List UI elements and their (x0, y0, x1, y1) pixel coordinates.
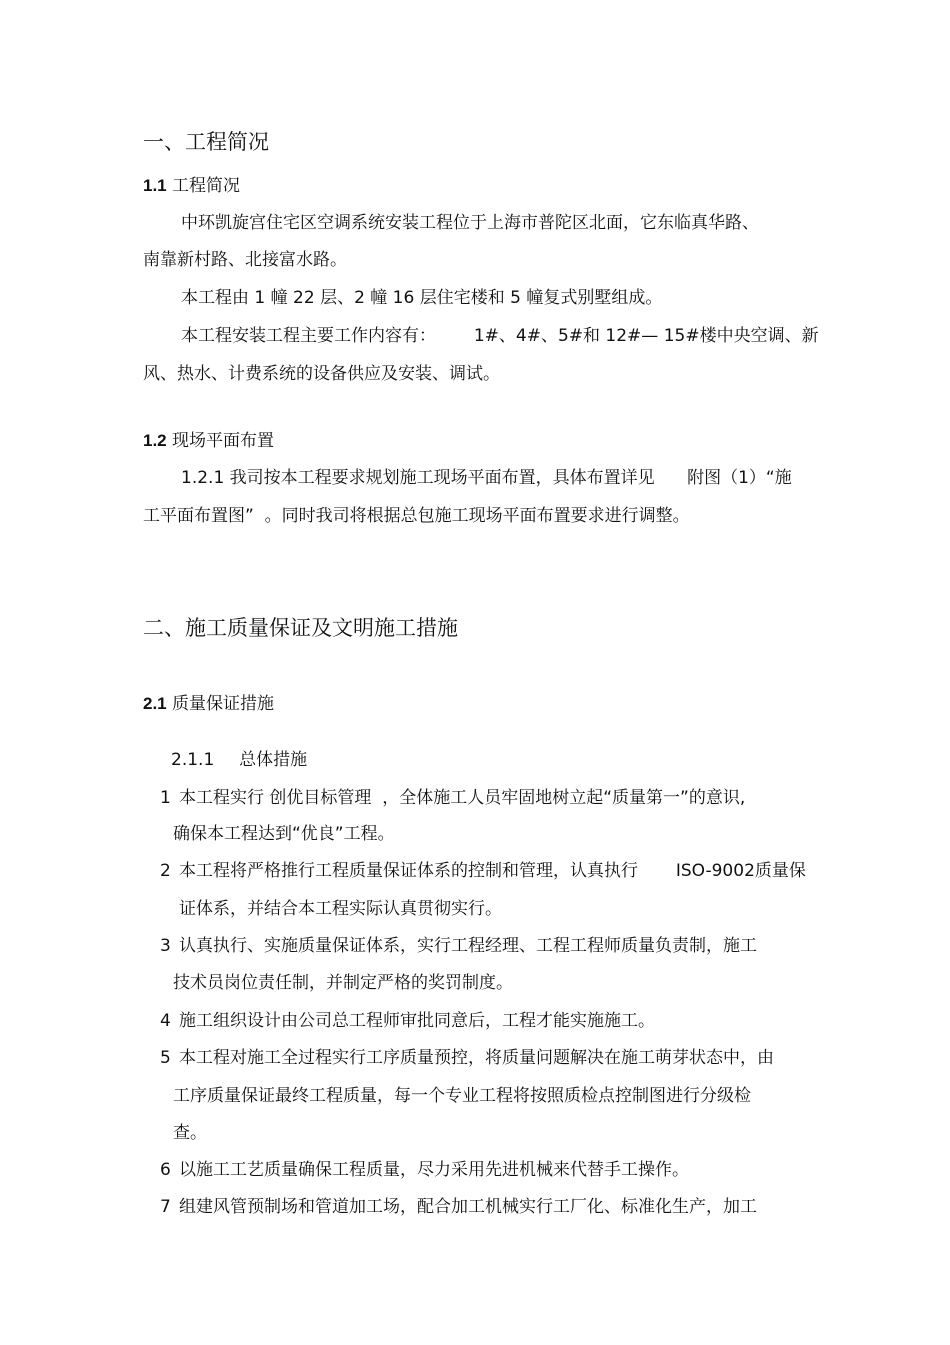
item-line: 本工程将严格推行工程质量保证体系的控制和管理，认真执行 ISO-9002质量保 (179, 861, 806, 881)
section-1-heading: 一、工程简况 (143, 130, 269, 154)
item-line: 本工程对施工全过程实行工序质量预控，将质量问题解决在施工萌芽状态中，由 (179, 1048, 774, 1068)
paragraph-line: 1.2.1 我司按本工程要求规划施工现场平面布置，具体布置详见 附图（1）“施 (181, 468, 792, 488)
item-line: 施工组织设计由公司总工程师审批同意后，工程才能实施施工。 (179, 1011, 655, 1031)
section-2-heading: 二、施工质量保证及文明施工措施 (143, 616, 458, 640)
subsection-number: 1.2 (143, 431, 167, 450)
subsection-title: 现场平面布置 (172, 431, 275, 451)
paragraph-line: 本工程安装工程主要工作内容有： 1#、4#、5#和 12#— 15#楼中央空调、新 (181, 326, 819, 346)
subsection-1-2-heading (143, 430, 274, 452)
item-number: 7 (160, 1197, 171, 1217)
subsection-title: 质量保证措施 (172, 694, 275, 714)
item-line: 工序质量保证最终工程质量，每一个专业工程将按照质检点控制图进行分级检 (173, 1086, 751, 1106)
item-line: 组建风管预制场和管道加工场，配合加工机械实行工厂化、标准化生产，加工 (179, 1197, 757, 1217)
item-line: 本工程实行 创优目标管理 ，全体施工人员牢固地树立起“质量第一”的意识, (179, 788, 746, 808)
paragraph-line: 南靠新村路、北接富水路。 (143, 250, 347, 270)
item-number: 3 (160, 936, 171, 956)
item-number: 4 (160, 1011, 171, 1031)
item-number: 6 (160, 1160, 171, 1180)
paragraph-line: 工平面布置图” 。同时我司将根据总包施工现场平面布置要求进行调整。 (143, 506, 690, 526)
item-line: 查。 (173, 1123, 207, 1143)
paragraph-line: 本工程由 1 幢 22 层、2 幢 16 层住宅楼和 5 幢复式别墅组成。 (181, 288, 663, 308)
subsection-number: 2.1 (143, 694, 167, 713)
item-number: 2 (160, 861, 171, 881)
subsection-title: 工程简况 (172, 176, 241, 196)
paragraph-line: 中环凯旋宫住宅区空调系统安装工程位于上海市普陀区北面，它东临真华路、 (181, 213, 759, 233)
paragraph-line: 风、热水、计费系统的设备供应及安装、调试。 (143, 364, 500, 384)
item-line: 技术员岗位责任制，并制定严格的奖罚制度。 (173, 973, 513, 993)
item-line: 证体系，并结合本工程实际认真贯彻实行。 (179, 899, 502, 919)
item-line: 认真执行、实施质量保证体系，实行工程经理、工程工程师质量负责制，施工 (179, 936, 757, 956)
subsubsection-number: 2.1.1 (171, 750, 215, 770)
subsection-number: 1.1 (143, 176, 167, 195)
item-line: 以施工工艺质量确保工程质量，尽力采用先进机械来代替手工操作。 (179, 1160, 689, 1180)
subsection-1-1-heading (143, 175, 240, 197)
item-number: 1 (160, 788, 171, 808)
subsubsection-2-1-1-heading (171, 749, 307, 771)
subsection-2-1-heading (143, 693, 274, 715)
item-line: 确保本工程达到“优良”工程。 (173, 824, 395, 844)
item-number: 5 (160, 1048, 171, 1068)
subsubsection-title: 总体措施 (239, 750, 308, 770)
